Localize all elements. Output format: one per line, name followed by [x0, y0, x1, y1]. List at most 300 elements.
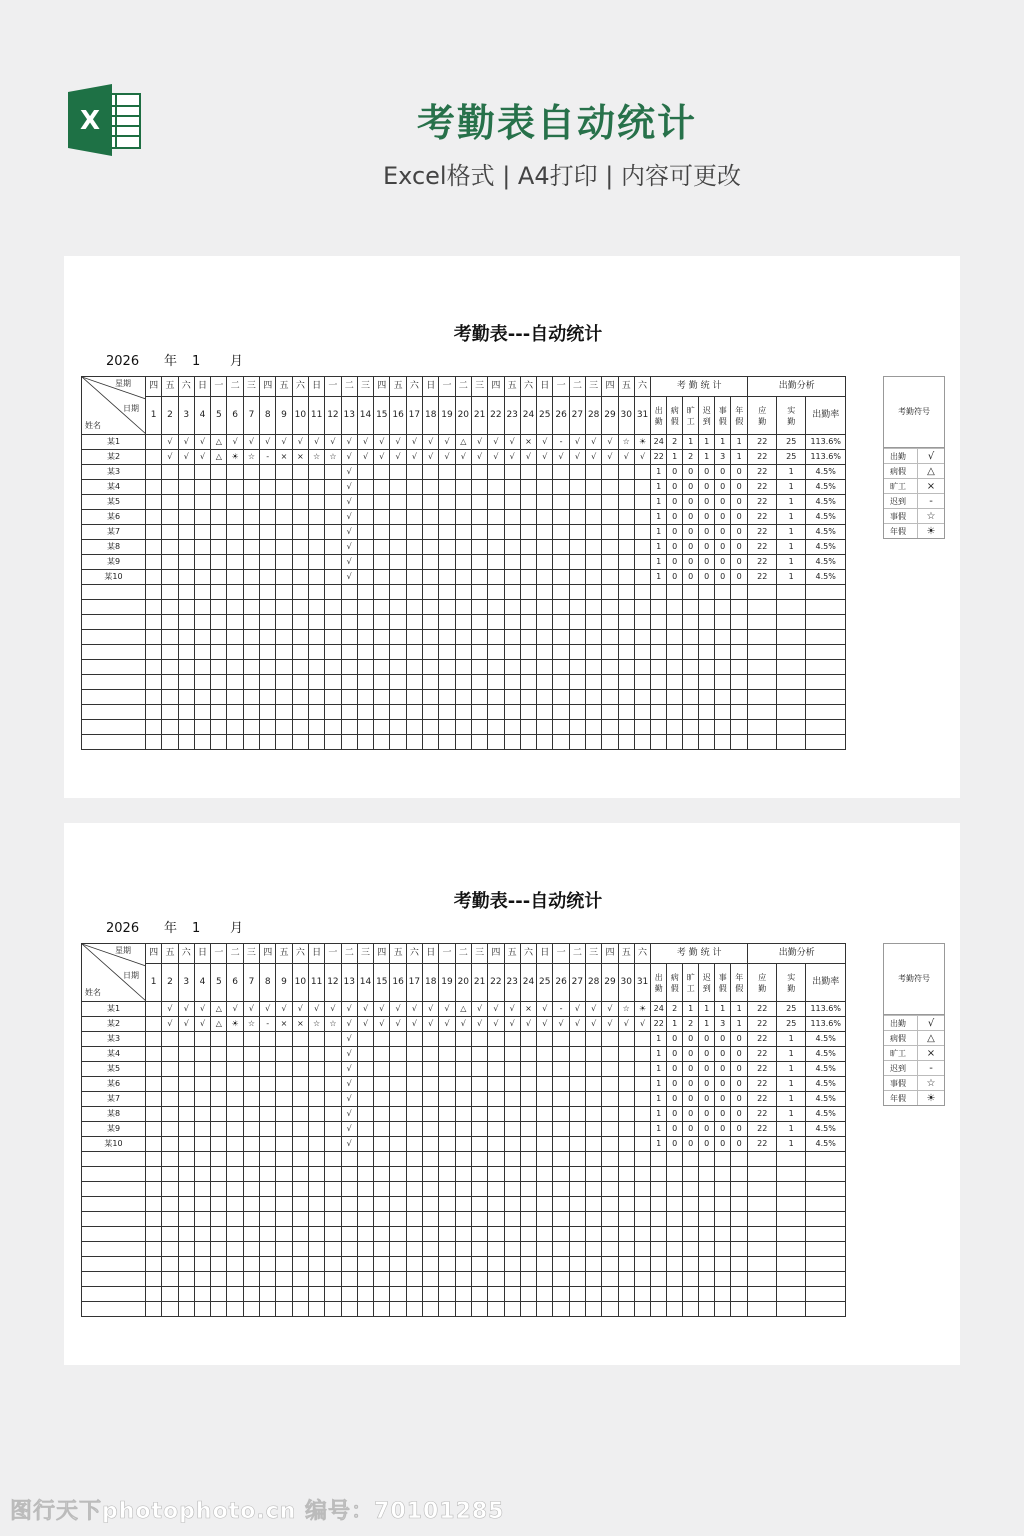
attendance-mark-cell[interactable]: [634, 510, 650, 525]
empty-cell[interactable]: [569, 1302, 585, 1317]
attendance-mark-cell[interactable]: √: [439, 1017, 455, 1032]
empty-cell[interactable]: [162, 615, 178, 630]
attendance-mark-cell[interactable]: [308, 1137, 324, 1152]
empty-cell[interactable]: [715, 600, 731, 615]
empty-cell[interactable]: [569, 1257, 585, 1272]
empty-cell[interactable]: [471, 1182, 487, 1197]
employee-name-cell[interactable]: 某7: [82, 525, 146, 540]
empty-cell[interactable]: [651, 690, 667, 705]
empty-cell[interactable]: [227, 1257, 243, 1272]
attendance-mark-cell[interactable]: √: [162, 435, 178, 450]
empty-cell[interactable]: [406, 630, 422, 645]
empty-cell[interactable]: [82, 1242, 146, 1257]
empty-cell[interactable]: [715, 705, 731, 720]
empty-cell[interactable]: [423, 1197, 439, 1212]
attendance-mark-cell[interactable]: [423, 1122, 439, 1137]
empty-cell[interactable]: [146, 600, 162, 615]
empty-cell[interactable]: [439, 645, 455, 660]
attendance-mark-cell[interactable]: √: [243, 1002, 259, 1017]
empty-cell[interactable]: [634, 1182, 650, 1197]
empty-cell[interactable]: [194, 630, 210, 645]
attendance-mark-cell[interactable]: [227, 1137, 243, 1152]
attendance-mark-cell[interactable]: [488, 1047, 504, 1062]
empty-cell[interactable]: [357, 1272, 373, 1287]
empty-cell[interactable]: [243, 1182, 259, 1197]
empty-cell[interactable]: [553, 1287, 569, 1302]
attendance-mark-cell[interactable]: [455, 540, 471, 555]
attendance-mark-cell[interactable]: [146, 495, 162, 510]
attendance-mark-cell[interactable]: [504, 1122, 520, 1137]
attendance-mark-cell[interactable]: [406, 1122, 422, 1137]
attendance-mark-cell[interactable]: [260, 1107, 276, 1122]
attendance-mark-cell[interactable]: [357, 1137, 373, 1152]
empty-cell[interactable]: [357, 1287, 373, 1302]
empty-cell[interactable]: [748, 1197, 777, 1212]
attendance-mark-cell[interactable]: [146, 1077, 162, 1092]
attendance-mark-cell[interactable]: [194, 510, 210, 525]
empty-cell[interactable]: [806, 735, 846, 750]
attendance-mark-cell[interactable]: [634, 570, 650, 585]
empty-cell[interactable]: [227, 1302, 243, 1317]
attendance-mark-cell[interactable]: [423, 1077, 439, 1092]
empty-cell[interactable]: [357, 1152, 373, 1167]
attendance-mark-cell[interactable]: [308, 525, 324, 540]
attendance-mark-cell[interactable]: [357, 525, 373, 540]
empty-cell[interactable]: [374, 645, 390, 660]
empty-cell[interactable]: [357, 630, 373, 645]
attendance-mark-cell[interactable]: [602, 1032, 618, 1047]
attendance-mark-cell[interactable]: [211, 480, 227, 495]
attendance-mark-cell[interactable]: [618, 555, 634, 570]
attendance-mark-cell[interactable]: [602, 525, 618, 540]
attendance-mark-cell[interactable]: [211, 1092, 227, 1107]
empty-cell[interactable]: [211, 1302, 227, 1317]
empty-cell[interactable]: [777, 675, 806, 690]
empty-cell[interactable]: [439, 630, 455, 645]
empty-cell[interactable]: [146, 1152, 162, 1167]
empty-cell[interactable]: [423, 585, 439, 600]
attendance-mark-cell[interactable]: [178, 1092, 194, 1107]
empty-cell[interactable]: [406, 1167, 422, 1182]
attendance-mark-cell[interactable]: [634, 495, 650, 510]
attendance-mark-cell[interactable]: [471, 1122, 487, 1137]
empty-cell[interactable]: [194, 1167, 210, 1182]
attendance-mark-cell[interactable]: [569, 1077, 585, 1092]
empty-cell[interactable]: [553, 1242, 569, 1257]
empty-cell[interactable]: [276, 705, 292, 720]
attendance-mark-cell[interactable]: [471, 465, 487, 480]
attendance-mark-cell[interactable]: [374, 540, 390, 555]
empty-cell[interactable]: [731, 660, 748, 675]
empty-cell[interactable]: [178, 705, 194, 720]
attendance-mark-cell[interactable]: √: [553, 450, 569, 465]
empty-cell[interactable]: [731, 1257, 748, 1272]
attendance-mark-cell[interactable]: [390, 480, 406, 495]
empty-cell[interactable]: [520, 1212, 536, 1227]
attendance-mark-cell[interactable]: [504, 1047, 520, 1062]
empty-cell[interactable]: [806, 1197, 846, 1212]
empty-cell[interactable]: [341, 1302, 357, 1317]
empty-cell[interactable]: [390, 675, 406, 690]
attendance-mark-cell[interactable]: [537, 1062, 553, 1077]
attendance-mark-cell[interactable]: [520, 1092, 536, 1107]
attendance-mark-cell[interactable]: [308, 570, 324, 585]
attendance-mark-cell[interactable]: [455, 465, 471, 480]
empty-cell[interactable]: [146, 1227, 162, 1242]
empty-cell[interactable]: [390, 1182, 406, 1197]
empty-cell[interactable]: [634, 1302, 650, 1317]
empty-cell[interactable]: [731, 645, 748, 660]
empty-cell[interactable]: [260, 675, 276, 690]
attendance-mark-cell[interactable]: [260, 540, 276, 555]
empty-cell[interactable]: [586, 1152, 602, 1167]
empty-cell[interactable]: [390, 1212, 406, 1227]
attendance-mark-cell[interactable]: √: [439, 1002, 455, 1017]
empty-cell[interactable]: [715, 690, 731, 705]
attendance-mark-cell[interactable]: √: [162, 1002, 178, 1017]
empty-cell[interactable]: [455, 1302, 471, 1317]
empty-cell[interactable]: [731, 675, 748, 690]
empty-cell[interactable]: [439, 600, 455, 615]
empty-cell[interactable]: [439, 1197, 455, 1212]
empty-cell[interactable]: [471, 630, 487, 645]
empty-cell[interactable]: [194, 1152, 210, 1167]
empty-cell[interactable]: [553, 660, 569, 675]
attendance-mark-cell[interactable]: [439, 495, 455, 510]
empty-cell[interactable]: [390, 1227, 406, 1242]
empty-cell[interactable]: [569, 630, 585, 645]
empty-cell[interactable]: [504, 1212, 520, 1227]
attendance-mark-cell[interactable]: [439, 1047, 455, 1062]
attendance-mark-cell[interactable]: [260, 495, 276, 510]
attendance-mark-cell[interactable]: ☀: [634, 1002, 650, 1017]
empty-cell[interactable]: [406, 1242, 422, 1257]
empty-cell[interactable]: [292, 720, 308, 735]
empty-cell[interactable]: [390, 585, 406, 600]
attendance-mark-cell[interactable]: [227, 1032, 243, 1047]
attendance-mark-cell[interactable]: [618, 1092, 634, 1107]
attendance-mark-cell[interactable]: √: [471, 1002, 487, 1017]
attendance-mark-cell[interactable]: [406, 525, 422, 540]
attendance-mark-cell[interactable]: [586, 525, 602, 540]
empty-cell[interactable]: [520, 1257, 536, 1272]
empty-cell[interactable]: [699, 1227, 715, 1242]
empty-cell[interactable]: [292, 1227, 308, 1242]
empty-cell[interactable]: [82, 720, 146, 735]
empty-cell[interactable]: [308, 1212, 324, 1227]
attendance-mark-cell[interactable]: [374, 1077, 390, 1092]
attendance-mark-cell[interactable]: √: [537, 450, 553, 465]
empty-cell[interactable]: [667, 1257, 683, 1272]
empty-cell[interactable]: [146, 1167, 162, 1182]
attendance-mark-cell[interactable]: [243, 1032, 259, 1047]
empty-cell[interactable]: [308, 1287, 324, 1302]
attendance-mark-cell[interactable]: [488, 555, 504, 570]
empty-cell[interactable]: [325, 1287, 341, 1302]
empty-cell[interactable]: [715, 1302, 731, 1317]
empty-cell[interactable]: [243, 675, 259, 690]
attendance-mark-cell[interactable]: [406, 1137, 422, 1152]
empty-cell[interactable]: [211, 645, 227, 660]
empty-cell[interactable]: [357, 1227, 373, 1242]
attendance-mark-cell[interactable]: [260, 570, 276, 585]
empty-cell[interactable]: [325, 690, 341, 705]
attendance-mark-cell[interactable]: [439, 465, 455, 480]
attendance-mark-cell[interactable]: -: [260, 1017, 276, 1032]
empty-cell[interactable]: [806, 1212, 846, 1227]
attendance-mark-cell[interactable]: [390, 1092, 406, 1107]
attendance-mark-cell[interactable]: [537, 570, 553, 585]
empty-cell[interactable]: [178, 615, 194, 630]
attendance-mark-cell[interactable]: [553, 1047, 569, 1062]
empty-cell[interactable]: [553, 675, 569, 690]
attendance-mark-cell[interactable]: √: [471, 1017, 487, 1032]
empty-cell[interactable]: [276, 1212, 292, 1227]
attendance-mark-cell[interactable]: [194, 1077, 210, 1092]
attendance-mark-cell[interactable]: [602, 510, 618, 525]
empty-cell[interactable]: [699, 1302, 715, 1317]
attendance-mark-cell[interactable]: [455, 1062, 471, 1077]
empty-cell[interactable]: [276, 1272, 292, 1287]
empty-cell[interactable]: [634, 690, 650, 705]
attendance-mark-cell[interactable]: [308, 510, 324, 525]
empty-cell[interactable]: [699, 630, 715, 645]
empty-cell[interactable]: [82, 615, 146, 630]
attendance-mark-cell[interactable]: [227, 1077, 243, 1092]
empty-cell[interactable]: [276, 660, 292, 675]
attendance-mark-cell[interactable]: [194, 480, 210, 495]
attendance-mark-cell[interactable]: √: [406, 1002, 422, 1017]
empty-cell[interactable]: [178, 600, 194, 615]
empty-cell[interactable]: [537, 645, 553, 660]
attendance-mark-cell[interactable]: -: [553, 435, 569, 450]
empty-cell[interactable]: [618, 1302, 634, 1317]
empty-cell[interactable]: [406, 690, 422, 705]
attendance-mark-cell[interactable]: [504, 495, 520, 510]
empty-cell[interactable]: [748, 675, 777, 690]
empty-cell[interactable]: [806, 660, 846, 675]
empty-cell[interactable]: [520, 1302, 536, 1317]
empty-cell[interactable]: [227, 585, 243, 600]
attendance-mark-cell[interactable]: [618, 570, 634, 585]
empty-cell[interactable]: [455, 585, 471, 600]
attendance-mark-cell[interactable]: [439, 570, 455, 585]
empty-cell[interactable]: [455, 645, 471, 660]
empty-cell[interactable]: [260, 1227, 276, 1242]
empty-cell[interactable]: [423, 1152, 439, 1167]
attendance-mark-cell[interactable]: [455, 1137, 471, 1152]
attendance-mark-cell[interactable]: [634, 480, 650, 495]
empty-cell[interactable]: [260, 1152, 276, 1167]
empty-cell[interactable]: [423, 1302, 439, 1317]
attendance-mark-cell[interactable]: [406, 555, 422, 570]
attendance-mark-cell[interactable]: [537, 540, 553, 555]
attendance-mark-cell[interactable]: [243, 510, 259, 525]
empty-cell[interactable]: [634, 720, 650, 735]
empty-cell[interactable]: [699, 690, 715, 705]
empty-cell[interactable]: [504, 1167, 520, 1182]
empty-cell[interactable]: [806, 1227, 846, 1242]
attendance-mark-cell[interactable]: [178, 1122, 194, 1137]
empty-cell[interactable]: [292, 675, 308, 690]
empty-cell[interactable]: [308, 1182, 324, 1197]
attendance-mark-cell[interactable]: √: [227, 1002, 243, 1017]
empty-cell[interactable]: [439, 1287, 455, 1302]
empty-cell[interactable]: [162, 705, 178, 720]
attendance-mark-cell[interactable]: [520, 555, 536, 570]
attendance-mark-cell[interactable]: √: [488, 435, 504, 450]
empty-cell[interactable]: [553, 615, 569, 630]
empty-cell[interactable]: [488, 645, 504, 660]
attendance-mark-cell[interactable]: [488, 1122, 504, 1137]
attendance-mark-cell[interactable]: [260, 480, 276, 495]
attendance-mark-cell[interactable]: -: [260, 450, 276, 465]
empty-cell[interactable]: [146, 1272, 162, 1287]
attendance-mark-cell[interactable]: [243, 1092, 259, 1107]
attendance-mark-cell[interactable]: √: [634, 450, 650, 465]
empty-cell[interactable]: [618, 1272, 634, 1287]
empty-cell[interactable]: [586, 735, 602, 750]
attendance-mark-cell[interactable]: [634, 540, 650, 555]
empty-cell[interactable]: [777, 600, 806, 615]
empty-cell[interactable]: [634, 600, 650, 615]
empty-cell[interactable]: [715, 720, 731, 735]
attendance-mark-cell[interactable]: [488, 1107, 504, 1122]
empty-cell[interactable]: [651, 600, 667, 615]
empty-cell[interactable]: [699, 1167, 715, 1182]
empty-cell[interactable]: [390, 1152, 406, 1167]
attendance-mark-cell[interactable]: [439, 1137, 455, 1152]
attendance-mark-cell[interactable]: [276, 1047, 292, 1062]
empty-cell[interactable]: [651, 615, 667, 630]
empty-cell[interactable]: [390, 1272, 406, 1287]
attendance-mark-cell[interactable]: [325, 525, 341, 540]
empty-cell[interactable]: [488, 720, 504, 735]
empty-cell[interactable]: [504, 615, 520, 630]
empty-cell[interactable]: [423, 1212, 439, 1227]
empty-cell[interactable]: [715, 1212, 731, 1227]
empty-cell[interactable]: [162, 1197, 178, 1212]
empty-cell[interactable]: [715, 1272, 731, 1287]
attendance-mark-cell[interactable]: [602, 1062, 618, 1077]
employee-name-cell[interactable]: 某5: [82, 1062, 146, 1077]
empty-cell[interactable]: [777, 630, 806, 645]
attendance-mark-cell[interactable]: [292, 540, 308, 555]
attendance-mark-cell[interactable]: [423, 570, 439, 585]
empty-cell[interactable]: [406, 1257, 422, 1272]
attendance-mark-cell[interactable]: [553, 495, 569, 510]
empty-cell[interactable]: [211, 1257, 227, 1272]
attendance-mark-cell[interactable]: [357, 465, 373, 480]
attendance-mark-cell[interactable]: [553, 1077, 569, 1092]
empty-cell[interactable]: [667, 690, 683, 705]
empty-cell[interactable]: [455, 1212, 471, 1227]
empty-cell[interactable]: [178, 630, 194, 645]
attendance-mark-cell[interactable]: [390, 1107, 406, 1122]
attendance-mark-cell[interactable]: [292, 1032, 308, 1047]
empty-cell[interactable]: [325, 600, 341, 615]
attendance-mark-cell[interactable]: [471, 1077, 487, 1092]
empty-cell[interactable]: [374, 735, 390, 750]
attendance-mark-cell[interactable]: [406, 480, 422, 495]
attendance-mark-cell[interactable]: [569, 555, 585, 570]
empty-cell[interactable]: [537, 1242, 553, 1257]
attendance-mark-cell[interactable]: [374, 510, 390, 525]
empty-cell[interactable]: [748, 1182, 777, 1197]
attendance-mark-cell[interactable]: [146, 1137, 162, 1152]
empty-cell[interactable]: [777, 1227, 806, 1242]
attendance-mark-cell[interactable]: [357, 540, 373, 555]
attendance-mark-cell[interactable]: [325, 510, 341, 525]
attendance-mark-cell[interactable]: √: [423, 1002, 439, 1017]
empty-cell[interactable]: [618, 735, 634, 750]
attendance-mark-cell[interactable]: [586, 510, 602, 525]
empty-cell[interactable]: [211, 600, 227, 615]
attendance-mark-cell[interactable]: [162, 1062, 178, 1077]
attendance-mark-cell[interactable]: [146, 1092, 162, 1107]
empty-cell[interactable]: [731, 585, 748, 600]
employee-name-cell[interactable]: 某10: [82, 1137, 146, 1152]
empty-cell[interactable]: [146, 705, 162, 720]
empty-cell[interactable]: [162, 630, 178, 645]
empty-cell[interactable]: [260, 1197, 276, 1212]
attendance-mark-cell[interactable]: [634, 1122, 650, 1137]
empty-cell[interactable]: [471, 1197, 487, 1212]
empty-cell[interactable]: [748, 1257, 777, 1272]
attendance-mark-cell[interactable]: √: [194, 1017, 210, 1032]
attendance-mark-cell[interactable]: [374, 480, 390, 495]
empty-cell[interactable]: [504, 1302, 520, 1317]
empty-cell[interactable]: [162, 1227, 178, 1242]
empty-cell[interactable]: [211, 1197, 227, 1212]
attendance-mark-cell[interactable]: [439, 1032, 455, 1047]
empty-cell[interactable]: [537, 1302, 553, 1317]
attendance-mark-cell[interactable]: [227, 1107, 243, 1122]
attendance-mark-cell[interactable]: [423, 1062, 439, 1077]
attendance-mark-cell[interactable]: [602, 480, 618, 495]
attendance-mark-cell[interactable]: √: [471, 450, 487, 465]
empty-cell[interactable]: [292, 735, 308, 750]
empty-cell[interactable]: [520, 600, 536, 615]
attendance-mark-cell[interactable]: [504, 1137, 520, 1152]
empty-cell[interactable]: [504, 1182, 520, 1197]
empty-cell[interactable]: [227, 1242, 243, 1257]
attendance-mark-cell[interactable]: [227, 465, 243, 480]
empty-cell[interactable]: [667, 1152, 683, 1167]
empty-cell[interactable]: [211, 1212, 227, 1227]
attendance-mark-cell[interactable]: [357, 1122, 373, 1137]
empty-cell[interactable]: [227, 675, 243, 690]
empty-cell[interactable]: [325, 720, 341, 735]
attendance-mark-cell[interactable]: √: [341, 1092, 357, 1107]
attendance-mark-cell[interactable]: [586, 495, 602, 510]
empty-cell[interactable]: [806, 600, 846, 615]
empty-cell[interactable]: [439, 705, 455, 720]
empty-cell[interactable]: [504, 1197, 520, 1212]
empty-cell[interactable]: [715, 1197, 731, 1212]
attendance-mark-cell[interactable]: [292, 1047, 308, 1062]
attendance-mark-cell[interactable]: [146, 1107, 162, 1122]
empty-cell[interactable]: [374, 660, 390, 675]
empty-cell[interactable]: [406, 660, 422, 675]
attendance-mark-cell[interactable]: √: [194, 450, 210, 465]
empty-cell[interactable]: [162, 660, 178, 675]
empty-cell[interactable]: [227, 735, 243, 750]
empty-cell[interactable]: [325, 1227, 341, 1242]
attendance-mark-cell[interactable]: √: [406, 450, 422, 465]
empty-cell[interactable]: [162, 1167, 178, 1182]
attendance-mark-cell[interactable]: √: [374, 1002, 390, 1017]
